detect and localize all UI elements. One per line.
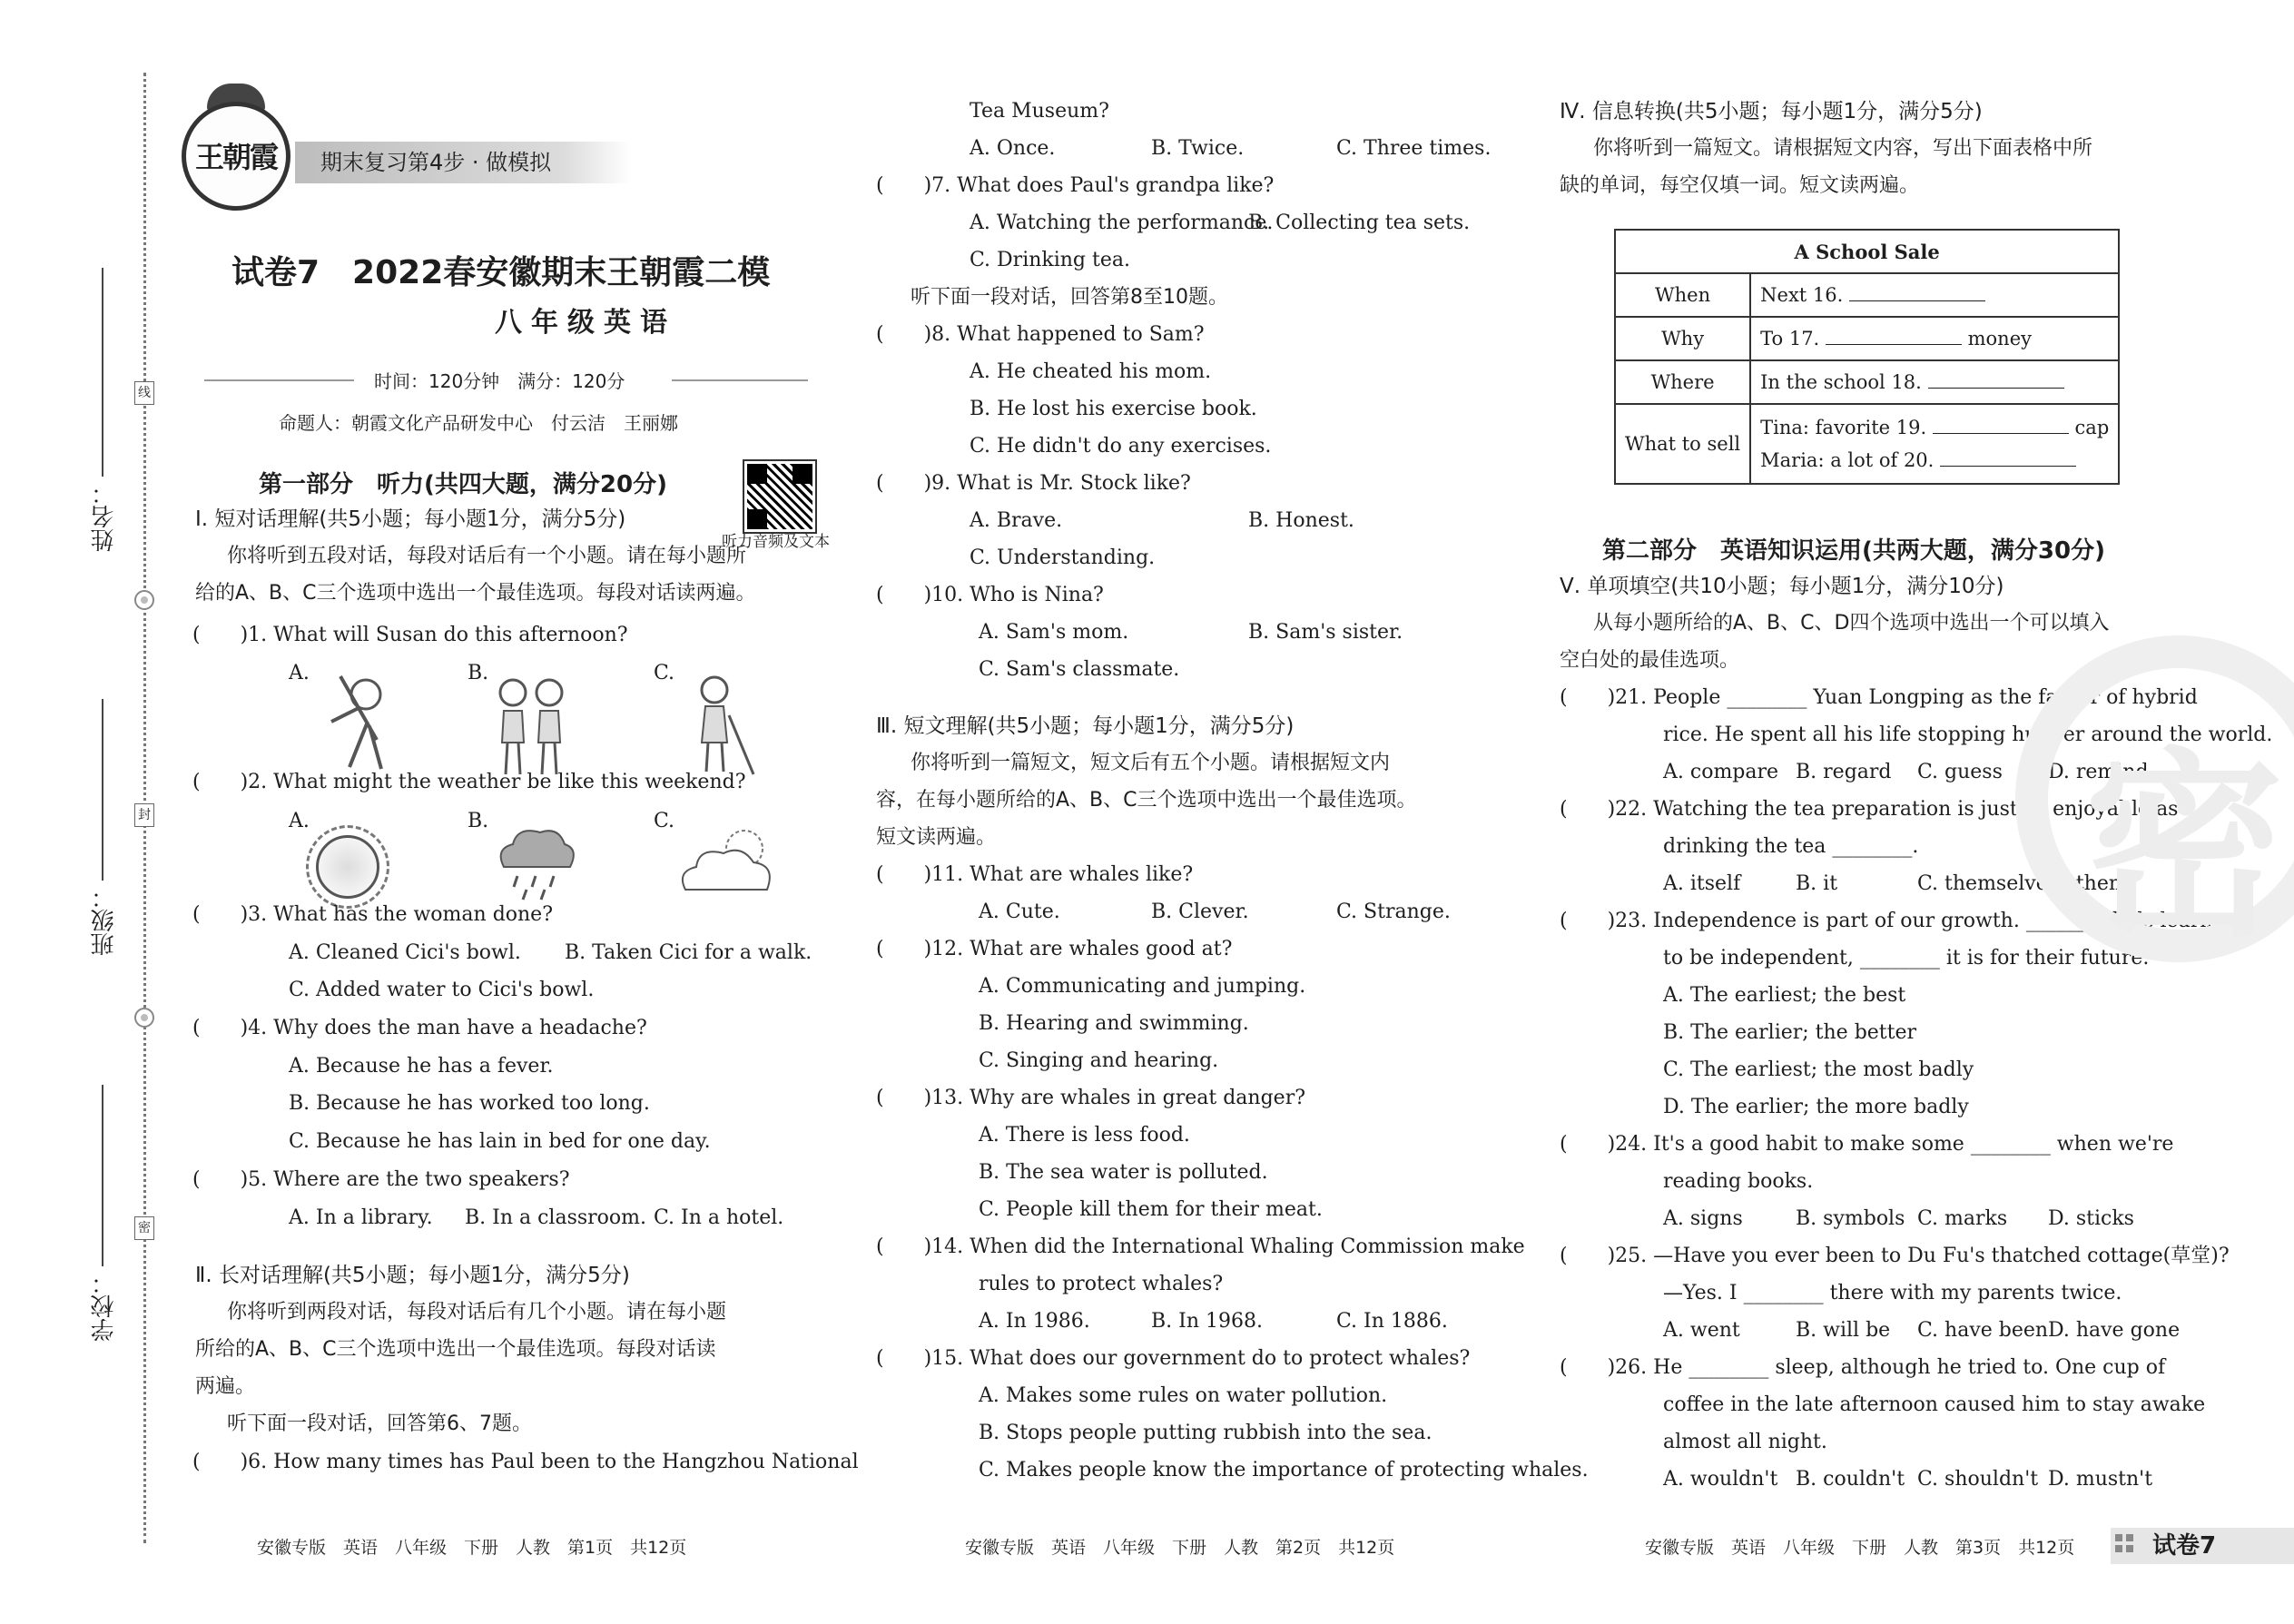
- part1-title: 第一部分 听力(共四大题，满分20分): [259, 471, 667, 498]
- col1-line: 两遍。: [195, 1375, 256, 1398]
- col2-line: B. Collecting tea sets.: [1248, 212, 1471, 234]
- table-row: [1615, 360, 2119, 404]
- qr-code-icon[interactable]: [744, 461, 815, 532]
- col1-line: ( )1. What will Susan do this afternoon?: [192, 624, 628, 646]
- col3-line: 从每小题所给的A、B、C、D四个选项中选出一个可以填入: [1593, 612, 2110, 635]
- seal-char-xian: 线: [134, 381, 154, 405]
- col3-line: ( )26. He ________ sleep, although he tried to. One cup of: [1560, 1356, 2166, 1379]
- col2-line: ( )7. What does Paul's grandpa like?: [876, 174, 1275, 197]
- paper-subtitle: 八年级英语: [495, 307, 676, 339]
- col1-line: ( )6. How many times has Paul been to the Hangzhou National: [192, 1451, 859, 1473]
- col2-line: rules to protect whales?: [979, 1273, 1224, 1295]
- col3-line: D. mustn't: [2048, 1468, 2153, 1491]
- col3-line: B. will be: [1796, 1319, 1891, 1342]
- col1-line: A. In a library.: [289, 1206, 433, 1229]
- col1-line: B.: [468, 662, 489, 684]
- girl-sweeping-icon: [676, 670, 758, 779]
- col1-line: C.: [654, 662, 675, 684]
- binding-hole-icon: [134, 590, 154, 610]
- col3-line: B. The earlier; the better: [1663, 1021, 1917, 1044]
- col1-line: B.: [468, 810, 489, 832]
- col3-line: A. wouldn't: [1663, 1468, 1778, 1491]
- col1-line: B. In a classroom.: [465, 1206, 647, 1229]
- col2-line: C. Drinking tea.: [970, 249, 1130, 271]
- row-text: Maria: a lot of 20.: [1760, 449, 1935, 471]
- blank-17[interactable]: [1826, 328, 1962, 345]
- col2-line: B. Honest.: [1248, 509, 1354, 532]
- seal-char-feng: 封: [134, 803, 154, 827]
- col3-line: A. signs: [1663, 1207, 1743, 1230]
- col3-line: —Yes. I ________ there with my parents twice.: [1663, 1282, 2122, 1304]
- col3-line: C. marks: [1917, 1207, 2008, 1230]
- col2-line: Tea Museum?: [970, 100, 1109, 123]
- col3-line: reading books.: [1663, 1170, 1814, 1193]
- col2-line: A. Communicating and jumping.: [979, 975, 1306, 998]
- col3-line: A. The earliest; the best: [1663, 984, 1906, 1007]
- col2-line: B. Clever.: [1151, 901, 1249, 923]
- two-kids-walking-icon: [486, 670, 576, 779]
- col2-line: A. Cute.: [979, 901, 1060, 923]
- col1-line: 给的A、B、C三个选项中选出一个最佳选项。每段对话读两遍。: [195, 582, 756, 605]
- col2-line: 短文读两遍。: [876, 826, 997, 849]
- col3-line: almost all night.: [1663, 1431, 1827, 1453]
- authors: 命题人：朝霞文化产品研发中心 付云洁 王丽娜: [279, 412, 678, 434]
- col2-line: ( )9. What is Mr. Stock like?: [876, 472, 1191, 495]
- col2-line: B. Hearing and swimming.: [979, 1012, 1249, 1035]
- part2-title: 第二部分 英语知识运用(共两大题，满分30分): [1602, 537, 2105, 565]
- col3-line: D. The earlier; the more badly: [1663, 1096, 1969, 1118]
- seal-char-mi: 密: [134, 1216, 154, 1240]
- publisher-logo: 王朝霞: [182, 102, 290, 211]
- col3-line: C. shouldn't: [1917, 1468, 2039, 1491]
- col1-line: ( )2. What might the weather be like this weekend?: [192, 771, 746, 793]
- col2-line: A. Watching the performance.: [970, 212, 1274, 234]
- col3-line: ( )22. Watching the tea preparation is just as enjoyable as: [1560, 798, 2179, 821]
- col2-line: C. He didn't do any exercises.: [970, 435, 1272, 458]
- divider: [672, 379, 808, 381]
- blank-20[interactable]: [1940, 449, 2076, 467]
- col1-line: C. Because he has lain in bed for one day.: [289, 1130, 711, 1153]
- row-text: Tina: favorite 19.: [1760, 417, 1927, 438]
- col1-line: ( )4. Why does the man have a headache?: [192, 1017, 647, 1039]
- row-label: Where: [1615, 360, 1750, 404]
- footer-page-3: 安徽专版 英语 八年级 下册 人教 第3页 共12页: [1645, 1538, 2075, 1558]
- col2-line: B. Stops people putting rubbish into the sea.: [979, 1422, 1433, 1444]
- divider: [204, 379, 354, 381]
- col2-line: ( )11. What are whales like?: [876, 863, 1194, 886]
- col2-line: A. In 1986.: [979, 1310, 1090, 1333]
- class-field-line[interactable]: [102, 699, 103, 881]
- row-text-after: money: [1967, 328, 2032, 349]
- col1-line: C. In a hotel.: [654, 1206, 784, 1229]
- table-row: [1615, 317, 2119, 360]
- school-field-line[interactable]: [102, 1085, 103, 1266]
- footer-page-2: 安徽专版 英语 八年级 下册 人教 第2页 共12页: [965, 1538, 1395, 1558]
- col2-line: B. The sea water is polluted.: [979, 1161, 1268, 1184]
- col3-line: C. have been: [1917, 1319, 2049, 1342]
- col3-line: A. itself: [1663, 872, 1741, 895]
- col2-line: 听下面一段对话，回答第8至10题。: [911, 286, 1228, 309]
- col2-line: C. People kill them for their meat.: [979, 1198, 1323, 1221]
- col1-line: A.: [289, 662, 310, 684]
- col2-line: B. He lost his exercise book.: [970, 398, 1257, 420]
- binding-hole-icon: [134, 1008, 154, 1028]
- row-label: Why: [1615, 317, 1750, 360]
- col3-line: C. The earliest; the most badly: [1663, 1058, 1974, 1081]
- col2-line: ( )15. What does our government do to protect whales?: [876, 1347, 1471, 1370]
- col3-line: Ⅳ. 信息转换(共5小题；每小题1分，满分5分): [1560, 100, 1983, 123]
- col2-line: A. There is less food.: [979, 1124, 1190, 1147]
- header-banner: 期末复习第4步 · 做模拟: [295, 142, 631, 183]
- col2-line: ( )8. What happened to Sam?: [876, 323, 1205, 346]
- stretching-girl-icon: [313, 667, 395, 776]
- col3-line: ( )23. Independence is part of our growth. ________ kids learn: [1560, 910, 2213, 932]
- col2-line: ( )12. What are whales good at?: [876, 938, 1233, 960]
- col3-line: 你将听到一篇短文。请根据短文内容，写出下面表格中所: [1593, 137, 2093, 160]
- col3-line: B. it: [1796, 872, 1838, 895]
- col1-line: 所给的A、B、C三个选项中选出一个最佳选项。每段对话读: [195, 1338, 716, 1361]
- col3-line: B. symbols: [1796, 1207, 1905, 1230]
- time-info: 时间：120分钟 满分：120分: [374, 370, 625, 392]
- col2-line: A. Brave.: [970, 509, 1063, 532]
- col1-line: 你将听到五段对话，每段对话后有一个小题。请在每小题所: [227, 545, 747, 567]
- col1-line: A.: [289, 810, 310, 832]
- name-label: 姓名：: [91, 481, 118, 552]
- col2-line: ( )14. When did the International Whaling Commission make: [876, 1235, 1525, 1258]
- row-text-after: cap: [2074, 417, 2110, 438]
- col2-line: C. Makes people know the importance of protecting whales.: [979, 1459, 1589, 1481]
- col3-line: rice. He spent all his life stopping hunger around the world.: [1663, 723, 2273, 746]
- rainy-icon: [490, 822, 581, 903]
- row-label: When: [1615, 273, 1750, 317]
- col2-line: A. Makes some rules on water pollution.: [979, 1384, 1388, 1407]
- col2-line: C. Singing and hearing.: [979, 1049, 1219, 1072]
- col1-line: 听下面一段对话，回答第6、7题。: [227, 1412, 532, 1435]
- col2-line: ( )10. Who is Nina?: [876, 584, 1104, 606]
- col1-line: A. Because he has a fever.: [289, 1055, 554, 1078]
- col3-line: D. have gone: [2048, 1319, 2181, 1342]
- col2-line: C. Sam's classmate.: [979, 658, 1180, 681]
- col1-line: A. Cleaned Cici's bowl.: [289, 941, 521, 964]
- col3-line: D. sticks: [2048, 1207, 2134, 1230]
- col1-line: ( )5. Where are the two speakers?: [192, 1168, 570, 1191]
- footer-page-1: 安徽专版 英语 八年级 下册 人教 第1页 共12页: [257, 1538, 687, 1558]
- col3-line: ( )24. It's a good habit to make some ________ when we're: [1560, 1133, 2174, 1156]
- col3-line: B. regard: [1796, 761, 1892, 783]
- col1-line: Ⅰ. 短对话理解(共5小题；每小题1分，满分5分): [195, 507, 626, 531]
- col3-line: to be independent, ________ it is for their future.: [1663, 947, 2150, 969]
- col2-line: C. In 1886.: [1336, 1310, 1448, 1333]
- col2-line: A. Sam's mom.: [979, 621, 1129, 644]
- col3-line: D. them: [2048, 872, 2128, 895]
- col3-line: Ⅴ. 单项填空(共10小题；每小题1分，满分10分): [1560, 575, 2004, 598]
- col2-line: A. Once.: [970, 137, 1056, 160]
- blank-18[interactable]: [1928, 371, 2064, 389]
- col2-line: ( )13. Why are whales in great danger?: [876, 1087, 1306, 1109]
- col1-line: C.: [654, 810, 675, 832]
- qr-label: 听力音频及文本: [722, 533, 830, 551]
- col3-line: C. themselves: [1917, 872, 2059, 895]
- row-text: In the school 18.: [1760, 371, 1922, 393]
- blank-19[interactable]: [1933, 417, 2069, 434]
- class-label: 班级：: [91, 885, 118, 956]
- table-title: A School Sale: [1615, 230, 2119, 273]
- col3-line: A. went: [1663, 1319, 1740, 1342]
- col3-line: ( )25. —Have you ever been to Du Fu's thatched cottage(草堂)?: [1560, 1245, 2230, 1267]
- col3-line: C. guess: [1917, 761, 2003, 783]
- col3-line: B. couldn't: [1796, 1468, 1905, 1491]
- col2-line: C. Strange.: [1336, 901, 1451, 923]
- col3-line: ( )21. People ________ Yuan Longping as the father of hybrid: [1560, 686, 2198, 709]
- col1-line: B. Taken Cici for a walk.: [565, 941, 812, 964]
- col2-line: C. Understanding.: [970, 546, 1156, 569]
- row-text: To 17.: [1760, 328, 1820, 349]
- col1-line: C. Added water to Cici's bowl.: [289, 979, 595, 1001]
- blank-16[interactable]: [1849, 284, 1985, 301]
- col2-line: C. Three times.: [1336, 137, 1492, 160]
- col1-line: B. Because he has worked too long.: [289, 1092, 650, 1115]
- col3-line: 缺的单词，每空仅填一词。短文读两遍。: [1560, 174, 1920, 197]
- name-field-line[interactable]: [102, 268, 103, 477]
- col1-line: ( )3. What has the woman done?: [192, 903, 553, 926]
- col3-line: coffee in the late afternoon caused him to stay awake: [1663, 1393, 2206, 1416]
- col1-line: 你将听到两段对话，每段对话后有几个小题。请在每小题: [227, 1301, 727, 1324]
- paper-title: 试卷7 2022春安徽期末王朝霞二模: [231, 254, 771, 291]
- col3-line: A. compare: [1663, 761, 1779, 783]
- col2-line: Ⅲ. 短文理解(共5小题；每小题1分，满分5分): [876, 714, 1295, 738]
- school-sale-table: [1614, 229, 2120, 485]
- row-text: Next 16.: [1760, 284, 1844, 306]
- school-label: 学校：: [91, 1271, 118, 1342]
- col2-line: B. In 1968.: [1151, 1310, 1263, 1333]
- col2-line: 容，在每小题所给的A、B、C三个选项中选出一个最佳选项。: [876, 789, 1417, 812]
- row-label: What to sell: [1615, 404, 1750, 484]
- exam-tag: 试卷7: [2111, 1528, 2294, 1564]
- squares-icon: [2115, 1534, 2142, 1556]
- col2-line: A. He cheated his mom.: [970, 360, 1212, 383]
- table-row: [1615, 404, 2119, 484]
- col3-line: D. remind: [2048, 761, 2149, 783]
- col2-line: B. Twice.: [1151, 137, 1245, 160]
- col2-line: B. Sam's sister.: [1248, 621, 1403, 644]
- col3-line: 空白处的最佳选项。: [1560, 649, 1740, 672]
- table-row: [1615, 273, 2119, 317]
- col2-line: 你将听到一篇短文，短文后有五个小题。请根据短文内: [911, 752, 1391, 774]
- col1-line: Ⅱ. 长对话理解(共5小题；每小题1分，满分5分): [195, 1264, 630, 1287]
- col3-line: drinking the tea ________.: [1663, 835, 1919, 858]
- cloudy-icon: [676, 822, 781, 908]
- sunny-icon: [316, 835, 379, 899]
